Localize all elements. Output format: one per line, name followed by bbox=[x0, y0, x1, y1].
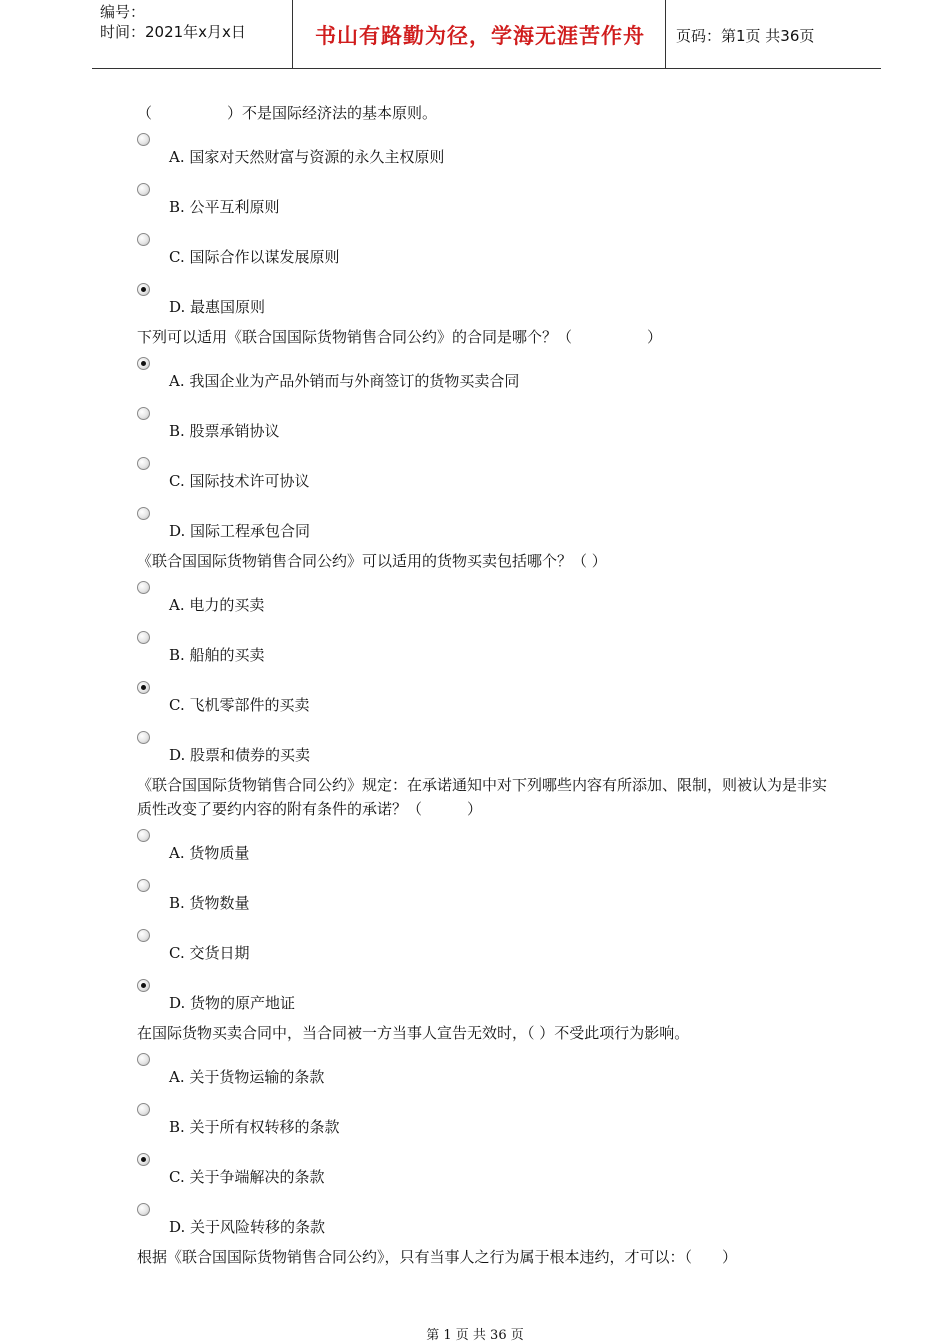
option-row[interactable] bbox=[137, 275, 837, 325]
option-label: D. 最惠国原则 bbox=[169, 298, 266, 316]
option-row[interactable] bbox=[137, 723, 837, 773]
radio-button[interactable] bbox=[137, 879, 150, 892]
option-row[interactable] bbox=[137, 175, 837, 225]
option-label: C. 交货日期 bbox=[169, 944, 250, 962]
radio-button[interactable] bbox=[137, 457, 150, 470]
radio-button[interactable] bbox=[137, 1053, 150, 1066]
page-footer: 第 1 页 共 36 页 bbox=[426, 1328, 524, 1343]
radio-button[interactable] bbox=[137, 731, 150, 744]
header-page-number: 页码：第1页 共36页 bbox=[676, 27, 815, 45]
question-1 bbox=[137, 101, 837, 325]
radio-button[interactable] bbox=[137, 631, 150, 644]
option-row[interactable] bbox=[137, 399, 837, 449]
question-6 bbox=[137, 1245, 837, 1269]
option-label: B. 公平互利原则 bbox=[169, 198, 280, 216]
option-row[interactable] bbox=[137, 1045, 837, 1095]
header-divider-right bbox=[665, 0, 666, 68]
option-label: B. 船舶的买卖 bbox=[169, 646, 265, 664]
question-text: （ ）不是国际经济法的基本原则。 bbox=[137, 104, 438, 122]
radio-button[interactable] bbox=[137, 507, 150, 520]
option-label: B. 关于所有权转移的条款 bbox=[169, 1118, 340, 1136]
radio-button[interactable] bbox=[137, 357, 150, 370]
radio-button[interactable] bbox=[137, 133, 150, 146]
radio-button[interactable] bbox=[137, 1203, 150, 1216]
option-label: A. 关于货物运输的条款 bbox=[169, 1068, 325, 1086]
option-row[interactable] bbox=[137, 673, 837, 723]
radio-button[interactable] bbox=[137, 283, 150, 296]
option-row[interactable] bbox=[137, 871, 837, 921]
question-list bbox=[137, 101, 837, 1269]
option-row[interactable] bbox=[137, 225, 837, 275]
question-text: 在国际货物买卖合同中，当合同被一方当事人宣告无效时，（ ）不受此项行为影响。 bbox=[137, 1024, 690, 1042]
question-text: 根据《联合国国际货物销售合同公约》，只有当事人之行为属于根本违约，才可以：（ ） bbox=[137, 1248, 738, 1266]
question-4 bbox=[137, 773, 837, 1021]
option-label: D. 关于风险转移的条款 bbox=[169, 1218, 326, 1236]
radio-button[interactable] bbox=[137, 581, 150, 594]
option-row[interactable] bbox=[137, 1195, 837, 1245]
question-text: 下列可以适用《联合国国际货物销售合同公约》的合同是哪个？（ ） bbox=[137, 328, 663, 346]
radio-button[interactable] bbox=[137, 681, 150, 694]
radio-button[interactable] bbox=[137, 1153, 150, 1166]
header-divider-left bbox=[292, 0, 293, 68]
option-label: A. 电力的买卖 bbox=[169, 596, 265, 614]
radio-button[interactable] bbox=[137, 183, 150, 196]
option-label: B. 股票承销协议 bbox=[169, 422, 280, 440]
option-row[interactable] bbox=[137, 449, 837, 499]
header-motto: 书山有路勤为径，学海无涯苦作舟 bbox=[315, 23, 645, 48]
radio-button[interactable] bbox=[137, 1103, 150, 1116]
document-number-label: 编号： bbox=[100, 3, 146, 21]
radio-button[interactable] bbox=[137, 929, 150, 942]
option-row[interactable] bbox=[137, 921, 837, 971]
question-5 bbox=[137, 1021, 837, 1245]
option-label: D. 货物的原产地证 bbox=[169, 994, 296, 1012]
option-row[interactable] bbox=[137, 349, 837, 399]
question-text: 《联合国国际货物销售合同公约》规定：在承诺通知中对下列哪些内容有所添加、限制，则被认为是非实质性改变了要约内容的附有条件的承诺？（ ） bbox=[137, 776, 828, 818]
option-row[interactable] bbox=[137, 1145, 837, 1195]
option-label: A. 货物质量 bbox=[169, 844, 250, 862]
option-label: B. 货物数量 bbox=[169, 894, 250, 912]
question-2 bbox=[137, 325, 837, 549]
option-label: C. 国际技术许可协议 bbox=[169, 472, 310, 490]
radio-button[interactable] bbox=[137, 407, 150, 420]
option-label: C. 国际合作以谋发展原则 bbox=[169, 248, 340, 266]
option-label: A. 我国企业为产品外销而与外商签订的货物买卖合同 bbox=[169, 372, 520, 390]
option-label: C. 关于争端解决的条款 bbox=[169, 1168, 325, 1186]
option-label: A. 国家对天然财富与资源的永久主权原则 bbox=[169, 148, 445, 166]
header-meta bbox=[100, 2, 246, 42]
option-row[interactable] bbox=[137, 125, 837, 175]
option-label: D. 国际工程承包合同 bbox=[169, 522, 311, 540]
question-3 bbox=[137, 549, 837, 773]
option-row[interactable] bbox=[137, 573, 837, 623]
option-label: D. 股票和债券的买卖 bbox=[169, 746, 311, 764]
option-row[interactable] bbox=[137, 971, 837, 1021]
page-header bbox=[92, 0, 881, 69]
option-row[interactable] bbox=[137, 499, 837, 549]
option-row[interactable] bbox=[137, 821, 837, 871]
radio-button[interactable] bbox=[137, 233, 150, 246]
option-label: C. 飞机零部件的买卖 bbox=[169, 696, 310, 714]
radio-button[interactable] bbox=[137, 979, 150, 992]
question-text: 《联合国国际货物销售合同公约》可以适用的货物买卖包括哪个？（ ） bbox=[137, 552, 607, 570]
radio-button[interactable] bbox=[137, 829, 150, 842]
document-time-label: 时间：2021年x月x日 bbox=[100, 23, 246, 41]
option-row[interactable] bbox=[137, 1095, 837, 1145]
option-row[interactable] bbox=[137, 623, 837, 673]
